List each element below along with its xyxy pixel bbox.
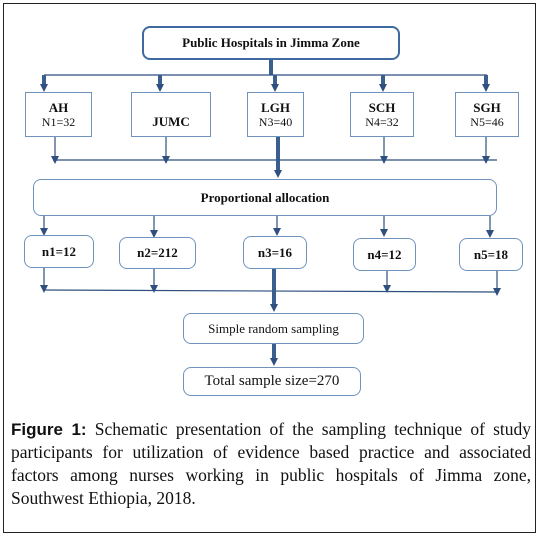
hospital-box-lgh (247, 92, 304, 137)
sample-size-label: n2=212 (137, 245, 178, 260)
sample-box-n5 (459, 238, 523, 271)
total-sample-size-box (183, 367, 361, 396)
hospital-size: N4=32 (365, 114, 399, 129)
hospital-name: LGH (261, 99, 290, 115)
proportional-allocation-box (33, 179, 497, 216)
proportional-allocation-label: Proportional allocation (200, 189, 330, 205)
hospital-box-sch (350, 92, 414, 137)
caption-label: Figure 1: (11, 420, 87, 439)
public-hospitals-box (142, 26, 400, 60)
hospital-box-sgh (455, 92, 519, 137)
sample-size-label: n1=12 (41, 243, 77, 259)
sample-size-label: n4=12 (367, 246, 402, 262)
sample-size-label: n5=18 (473, 246, 509, 262)
hospital-size: N5=46 (470, 114, 504, 129)
public-hospitals-label: Public Hospitals in Jimma Zone (182, 35, 360, 50)
sample-box-n3 (243, 236, 307, 269)
hospital-size: N1=32 (41, 114, 76, 129)
simple-random-sampling-box (183, 313, 364, 344)
total-sample-size-label: Total sample size=270 (204, 373, 340, 389)
sample-box-n4 (353, 238, 416, 271)
hospital-name: AH (48, 99, 69, 115)
figure-caption (11, 418, 531, 510)
hospital-box-ah (25, 92, 92, 137)
hospital-name: SGH (473, 99, 501, 115)
hospital-name: JUMC (152, 114, 190, 129)
sample-box-n2 (119, 237, 196, 269)
hospital-box-jumc (131, 92, 211, 137)
caption-text: Schematic presentation of the sampling technique of study participants for utilization of evidence based practice and associated factors among nurses working in public hospitals of Jimma zone, Southwest Ethiopia, 2018. (11, 419, 532, 508)
simple-random-sampling-label: Simple random sampling (208, 320, 339, 336)
sample-size-label: n3=16 (257, 244, 293, 260)
hospital-size: N3=40 (258, 114, 293, 129)
sample-box-n1 (24, 235, 94, 268)
hospital-name: SCH (368, 99, 396, 115)
